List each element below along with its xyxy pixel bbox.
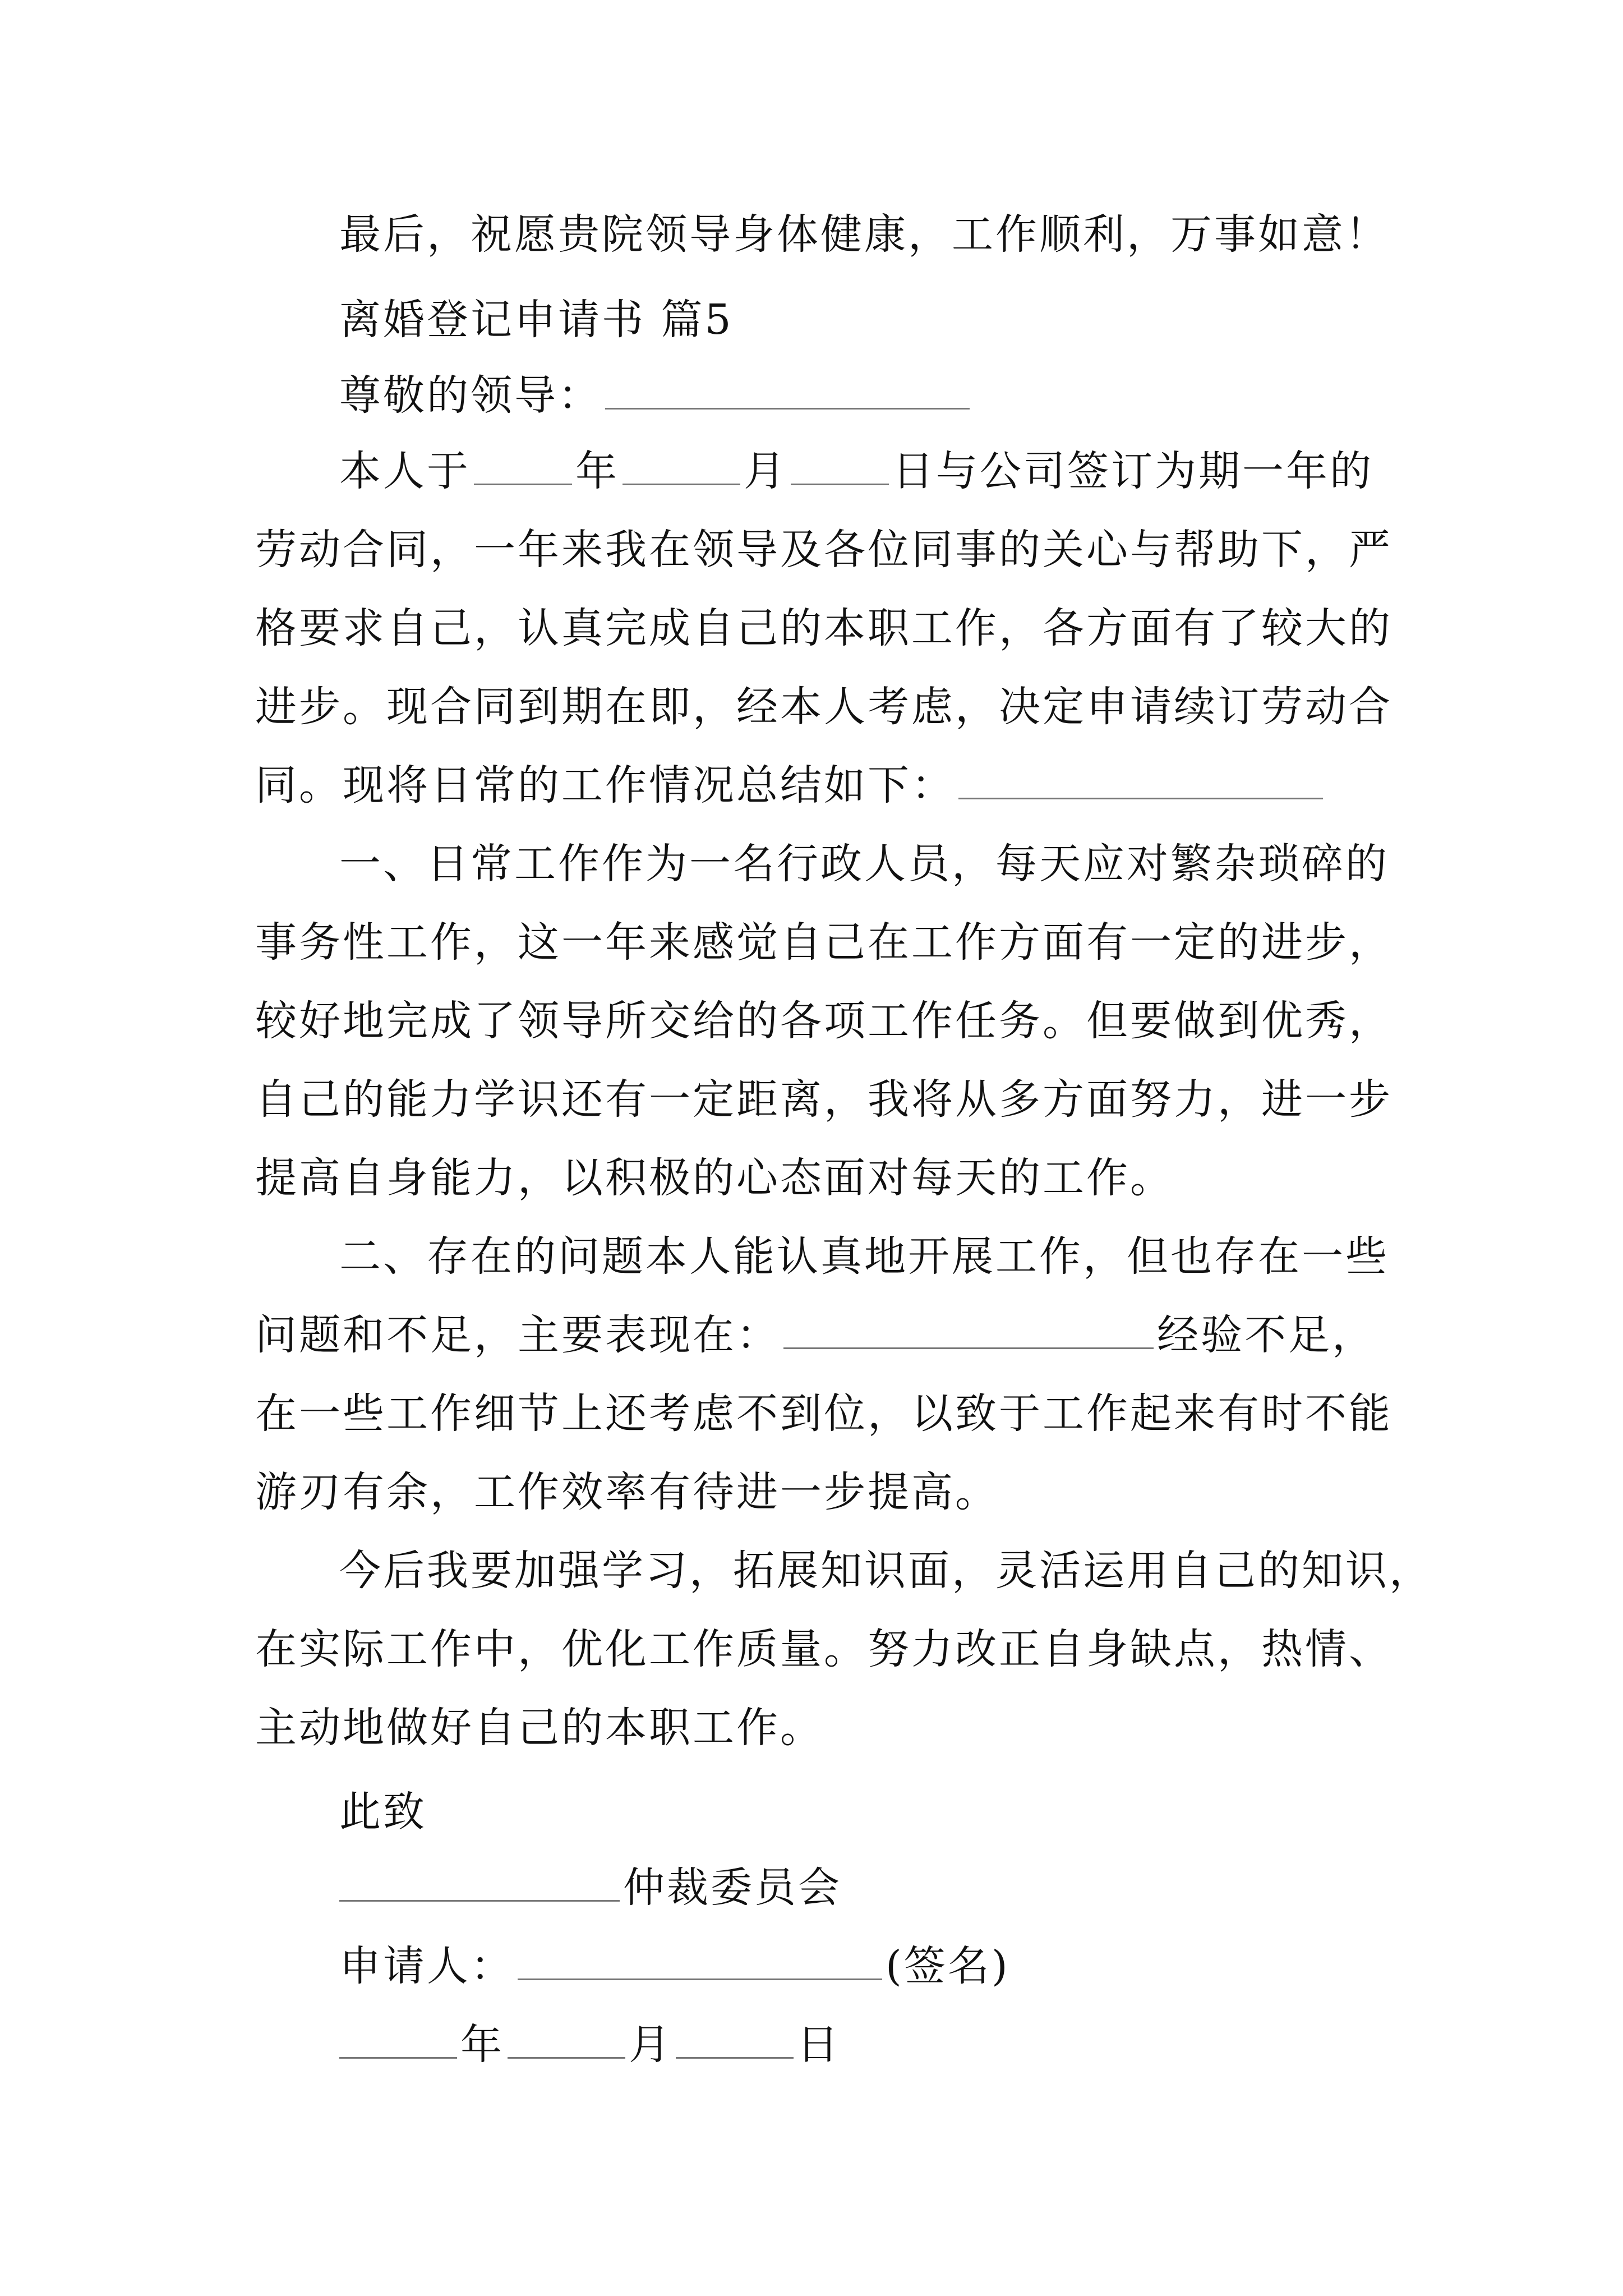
date-line bbox=[339, 2017, 841, 2073]
p3-text-a: 问题和不足，主要表现在： bbox=[255, 1311, 780, 1359]
p3-line-4: 游刃有余，工作效率有待进一步提高。 bbox=[255, 1468, 999, 1516]
p2-line-2: 事务性工作，这一年来感觉自己在工作方面有一定的进步， bbox=[255, 918, 1393, 967]
applicant-blank bbox=[518, 1944, 882, 1980]
recipient-blank bbox=[605, 373, 970, 409]
p3-text-b: 经验不足， bbox=[1157, 1311, 1376, 1359]
issues-blank bbox=[783, 1313, 1154, 1349]
p1-line-3: 格要求自己，认真完成自己的本职工作，各方面有了较大的 bbox=[255, 604, 1393, 652]
day-blank bbox=[791, 449, 889, 485]
p2-line-4: 自己的能力学识还有一定距离，我将从多方面努力，进一步 bbox=[255, 1075, 1393, 1124]
organization-blank bbox=[339, 1865, 620, 1902]
month-blank bbox=[623, 449, 740, 485]
closing-wish: 最后，祝愿贵院领导身体健康，工作顺利，万事如意！ bbox=[339, 210, 1389, 259]
p4-line-1: 今后我要加强学习，拓展知识面，灵活运用自己的知识， bbox=[339, 1547, 1433, 1595]
closing-phrase: 此致 bbox=[339, 1788, 427, 1836]
section-title: 离婚登记申请书 篇5 bbox=[339, 296, 734, 344]
p1-text-5: 同。现将日常的工作情况总结如下： bbox=[255, 761, 955, 809]
p1-line-2: 劳动合同，一年来我在领导及各位同事的关心与帮助下，严 bbox=[255, 526, 1393, 574]
p4-line-3: 主动地做好自己的本职工作。 bbox=[255, 1704, 824, 1752]
date-month-label: 月 bbox=[629, 2021, 672, 2069]
date-day-label: 日 bbox=[797, 2021, 841, 2069]
applicant-line bbox=[339, 1938, 1010, 1994]
p1-text-d: 日与公司签订为期一年的 bbox=[892, 447, 1373, 495]
p2-line-1: 一、日常工作作为一名行政人员，每天应对繁杂琐碎的 bbox=[339, 840, 1389, 888]
p1-line-5 bbox=[255, 757, 1326, 813]
p3-line-1: 二、存在的问题本人能认真地开展工作，但也存在一些 bbox=[339, 1232, 1389, 1281]
salutation-text: 尊敬的领导： bbox=[339, 371, 602, 420]
date-month-blank bbox=[508, 2022, 625, 2059]
p1-line-4: 进步。现合同到期在即，经本人考虑，决定申请续订劳动合 bbox=[255, 683, 1393, 731]
signature-note: (签名) bbox=[886, 1942, 1010, 1990]
date-year-label: 年 bbox=[460, 2021, 504, 2069]
p1-line-1 bbox=[339, 443, 1373, 499]
p1-text-c: 月 bbox=[744, 447, 787, 495]
p3-line-3: 在一些工作细节上还考虑不到位，以致于工作起来有时不能 bbox=[255, 1389, 1393, 1438]
salutation-line bbox=[339, 367, 973, 424]
p1-text-a: 本人于 bbox=[339, 447, 471, 495]
p1-text-b: 年 bbox=[575, 447, 619, 495]
date-year-blank bbox=[339, 2022, 457, 2059]
summary-blank bbox=[958, 763, 1323, 799]
date-day-blank bbox=[676, 2022, 794, 2059]
addressee-line bbox=[339, 1860, 842, 1916]
p2-line-3: 较好地完成了领导所交给的各项工作任务。但要做到优秀， bbox=[255, 997, 1393, 1045]
addressee-suffix: 仲裁委员会 bbox=[623, 1864, 842, 1912]
year-blank bbox=[474, 449, 572, 485]
p4-line-2: 在实际工作中，优化工作质量。努力改正自身缺点，热情、 bbox=[255, 1625, 1393, 1673]
applicant-label: 申请人： bbox=[339, 1942, 514, 1990]
p2-line-5: 提高自身能力，以积极的心态面对每天的工作。 bbox=[255, 1154, 1174, 1202]
p3-line-2 bbox=[255, 1307, 1376, 1363]
